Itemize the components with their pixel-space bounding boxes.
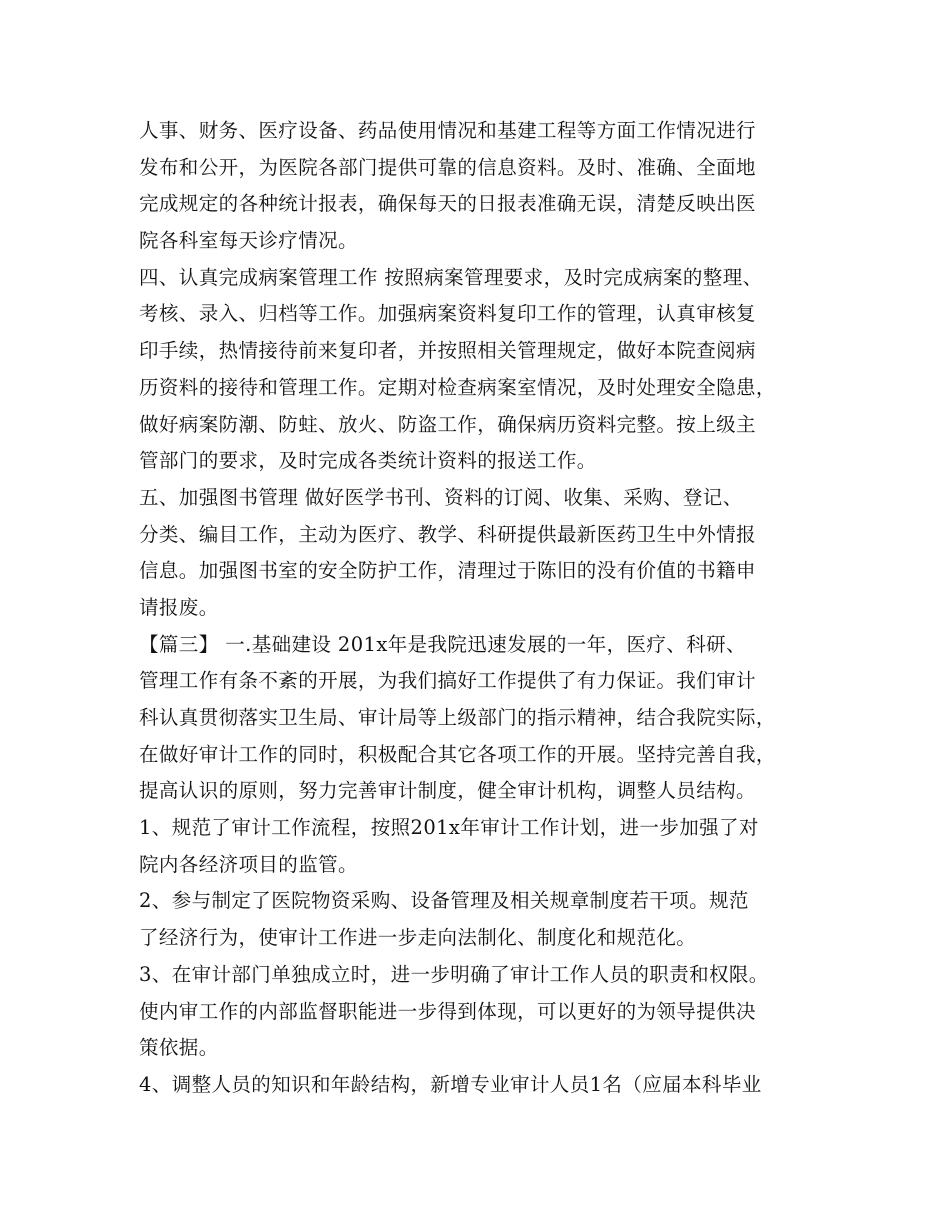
text-line: 发布和公开，为医院各部门提供可靠的信息资料。及时、准确、全面地 <box>139 155 756 179</box>
text-line: 管部门的要求，及时完成各类统计资料的报送工作。 <box>139 449 597 473</box>
section-heading-line: 【篇三】 一.基础建设 201x年是我院迅速发展的一年，医疗、科研、 <box>139 632 746 656</box>
text-line: 策依据。 <box>139 1036 219 1060</box>
text-line: 做好病案防潮、防蛀、放火、防盗工作，确保病历资料完整。按上级主 <box>139 412 756 436</box>
text-line: 了经济行为，使审计工作进一步走向法制化、制度化和规范化。 <box>139 926 697 950</box>
list-item-line: 1、规范了审计工作流程，按照201x年审计工作计划，进一步加强了对 <box>139 816 759 840</box>
text-line: 提高认识的原则，努力完善审计制度，健全审计机构，调整人员结构。 <box>139 779 756 803</box>
text-line: 历资料的接待和管理工作。定期对检查病案室情况，及时处理安全隐患， <box>139 375 776 399</box>
text-line: 信息。加强图书室的安全防护工作，清理过于陈旧的没有价值的书籍申 <box>139 559 756 583</box>
list-item-line: 3、在审计部门单独成立时，进一步明确了审计工作人员的职责和权限。 <box>139 962 769 986</box>
text-line: 完成规定的各种统计报表，确保每天的日报表准确无误，清楚反映出医 <box>139 192 756 216</box>
text-line: 院内各经济项目的监管。 <box>139 852 358 876</box>
text-line: 使内审工作的内部监督职能进一步得到体现，可以更好的为领导提供决 <box>139 999 756 1023</box>
text-line: 分类、编目工作，主动为医疗、教学、科研提供最新医药卫生中外情报 <box>139 522 756 546</box>
text-line: 请报废。 <box>139 595 219 619</box>
list-item-line: 4、调整人员的知识和年龄结构，新增专业审计人员1名（应届本科毕业 <box>139 1072 762 1096</box>
text-line: 印手续，热情接待前来复印者，并按照相关管理规定，做好本院查阅病 <box>139 339 756 363</box>
text-line: 科认真贯彻落实卫生局、审计局等上级部门的指示精神，结合我院实际， <box>139 706 776 729</box>
list-item-line: 2、参与制定了医院物资采购、设备管理及相关规章制度若干项。规范 <box>139 889 749 913</box>
section-heading-line: 五、加强图书管理 做好医学书刊、资料的订阅、收集、采购、登记、 <box>139 485 743 509</box>
text-line: 院各科室每天诊疗情况。 <box>139 229 358 253</box>
text-line: 人事、财务、医疗设备、药品使用情况和基建工程等方面工作情况进行 <box>139 119 756 142</box>
text-line: 在做好审计工作的同时，积极配合其它各项工作的开展。坚持完善自我， <box>139 742 776 766</box>
section-heading-line: 四、认真完成病案管理工作 按照病案管理要求，及时完成病案的整理、 <box>139 265 763 289</box>
document-body <box>139 113 829 1104</box>
text-line: 考核、录入、归档等工作。加强病案资料复印工作的管理，认真审核复 <box>139 302 756 326</box>
text-line: 管理工作有条不紊的开展，为我们搞好工作提供了有力保证。我们审计 <box>139 669 756 693</box>
